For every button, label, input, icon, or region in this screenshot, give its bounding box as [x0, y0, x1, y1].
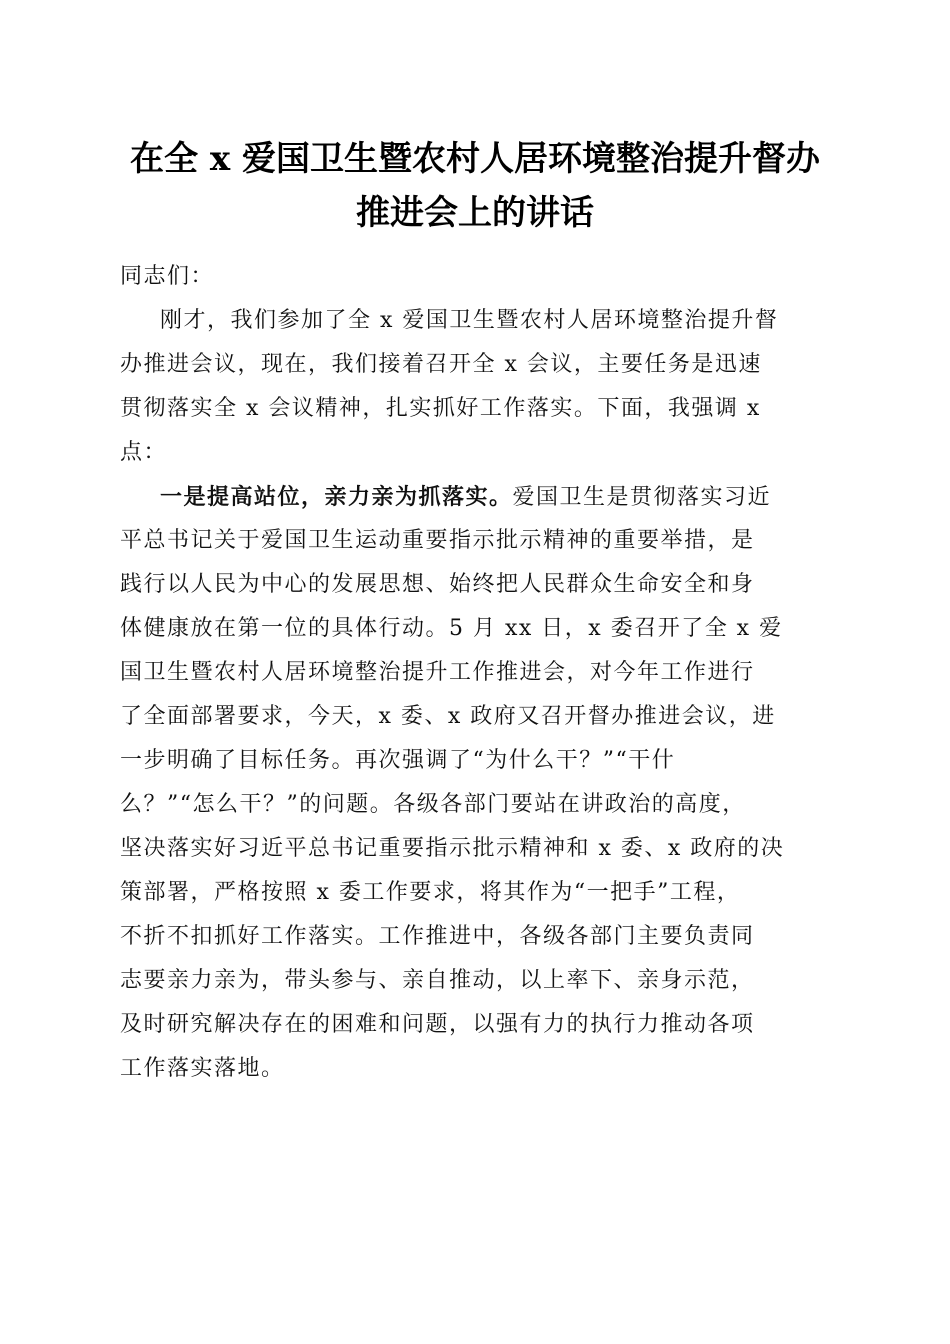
paragraph-1-line: 办推进会议，现在，我们接着召开全 x 会议，主要任务是迅速 [120, 352, 762, 377]
paragraph-2-line: 国卫生暨农村人居环境整治提升工作推进会，对今年工作进行 [120, 660, 755, 685]
document-body [120, 255, 836, 1091]
paragraph-2-first-line [120, 475, 836, 519]
paragraph-2-line: 平总书记关于爱国卫生运动重要指示批示精神的重要举措，是 [120, 528, 755, 553]
paragraph-2-line: 一步明确了目标任务。再次强调了“为什么干？”“干什 [120, 748, 676, 773]
paragraph-2-line: 策部署，严格按照 x 委工作要求，将其作为“一把手”工程， [120, 880, 741, 905]
document-title [100, 132, 850, 240]
paragraph-1-line: 贯彻落实全 x 会议精神，扎实抓好工作落实。下面，我强调 x [120, 396, 761, 421]
paragraph-2-line: 不折不扣抓好工作落实。工作推进中，各级各部门主要负责同 [120, 924, 755, 949]
paragraph-2-line: 了全面部署要求，今天，x 委、x 政府又召开督办推进会议，进 [120, 704, 776, 729]
title-line-1: 在全 x 爱国卫生暨农村人居环境整治提升督办 [130, 139, 820, 179]
paragraph-2-first-rest: 爱国卫生是贯彻落实习近 [512, 485, 772, 510]
paragraph-1-line: 点： [120, 440, 168, 465]
title-line-2: 推进会上的讲话 [356, 193, 594, 233]
paragraph-2-line: 么？”“怎么干？”的问题。各级各部门要站在讲政治的高度， [120, 792, 746, 817]
salutation: 同志们： [120, 264, 215, 289]
paragraph-2-line: 体健康放在第一位的具体行动。5 月 xx 日，x 委召开了全 x 爱 [120, 616, 783, 641]
paragraph-1 [120, 299, 836, 475]
paragraph-2 [120, 475, 836, 1091]
paragraph-2-heading: 一是提高站位，亲力亲为抓落实。 [160, 484, 513, 510]
paragraph-2-line: 及时研究解决存在的困难和问题，以强有力的执行力推动各项 [120, 1012, 755, 1037]
paragraph-1-line: 刚才，我们参加了全 x 爱国卫生暨农村人居环境整治提升督 [160, 308, 779, 333]
paragraph-2-line: 践行以人民为中心的发展思想、始终把人民群众生命安全和身 [120, 572, 755, 597]
paragraph-2-line: 坚决落实好习近平总书记重要指示批示精神和 x 委、x 政府的决 [120, 836, 785, 861]
paragraph-2-line: 工作落实落地。 [120, 1056, 285, 1081]
paragraph-2-line: 志要亲力亲为，带头参与、亲自推动，以上率下、亲身示范， [120, 968, 755, 993]
